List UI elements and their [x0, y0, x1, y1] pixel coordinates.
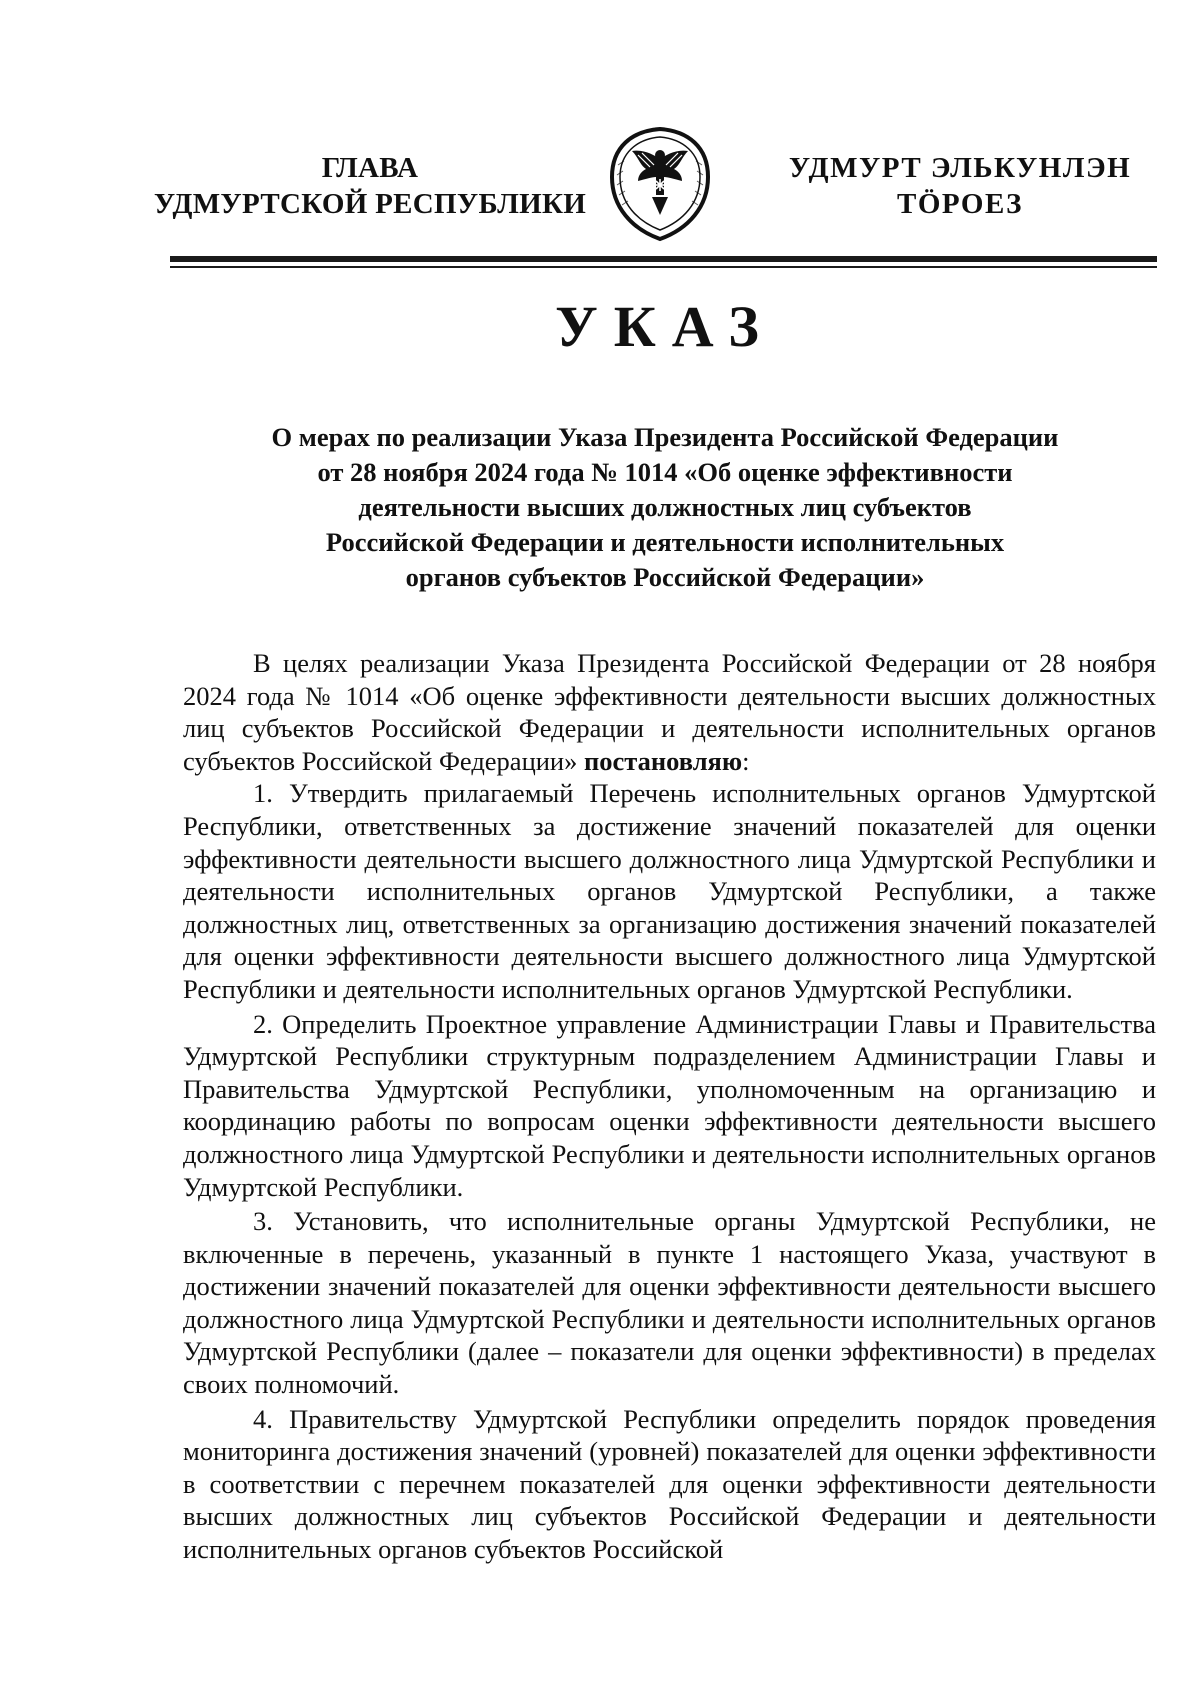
- item-paragraph-3: 3. Установить, что исполнительные органы Удмуртской Республики, не включенные в перечень, указанный в пункте 1 настоящего Указа, участвуют в достижении значений показателей для оценки эффективности деятельности высшего должностного лица Удмуртской Республики и деятельности исполнительных органов Удмуртской Республики (далее – показатели для оценки эффективности) в пределах своих полномочий.: [183, 1206, 1156, 1400]
- document-subject: [230, 420, 1100, 595]
- subject-line: деятельности высших должностных лиц субъектов: [358, 492, 972, 522]
- header-left-line2: УДМУРТСКОЙ РЕСПУБЛИКИ: [153, 188, 587, 220]
- document-title: УКАЗ: [555, 294, 775, 359]
- header-left: [150, 150, 590, 222]
- preamble-paragraph: [183, 647, 1156, 777]
- subject-line: от 28 ноября 2024 года № 1014 «Об оценке эффективности: [317, 457, 1013, 487]
- preamble-text: В целях реализации Указа Президента Российской Федерации от 28 ноября 2024 года № 1014 «Об оценке эффективности деятельности высших должностных лиц субъектов Российской Федерации и деятельности исполнительных органов субъектов Российской Федерации»: [183, 648, 1156, 776]
- item-paragraph-2: 2. Определить Проектное управление Администрации Главы и Правительства Удмуртской Республики структурным подразделением Администрации Главы и Правительства Удмуртской Республики, уполномоченным на организацию и координацию работы по вопросам оценки эффективности деятельности высшего должностного лица Удмуртской Республики и деятельности исполнительных органов Удмуртской Республики.: [183, 1008, 1156, 1202]
- subject-line: органов субъектов Российской Федерации»: [405, 562, 925, 592]
- header-left-line1: ГЛАВА: [321, 152, 419, 184]
- subject-line: Российской Федерации и деятельности исполнительных: [325, 527, 1005, 557]
- coat-of-arms-icon: [608, 125, 712, 243]
- item-paragraph-4: 4. Правительству Удмуртской Республики определить порядок проведения мониторинга достижения значений (уровней) показателей для оценки эффективности в соответствии с перечнем показателей для оценки эффективности деятельности высших должностных лиц субъектов Российской Федерации и деятельности исполнительных органов субъектов Российской: [183, 1403, 1156, 1565]
- header-right-line2: ТӦРОЕЗ: [896, 188, 1023, 220]
- preamble-decree-word: постановляю: [584, 745, 743, 776]
- preamble-colon: :: [742, 745, 750, 776]
- header-rule-thin: [170, 266, 1157, 268]
- item-paragraph-1: 1. Утвердить прилагаемый Перечень исполнительных органов Удмуртской Республики, ответственных за достижение значений показателей для оценки эффективности деятельности высшего должностного лица Удмуртской Республики и деятельности исполнительных органов Удмуртской Республики, а также должностных лиц, ответственных за организацию достижения значений показателей для оценки эффективности деятельности высшего должностного лица Удмуртской Республики и деятельности исполнительных органов Удмуртской Республики.: [183, 778, 1156, 1004]
- header-rule-thick: [170, 256, 1157, 262]
- header-right-line1: УДМУРТ ЭЛЬКУНЛЭН: [788, 152, 1132, 184]
- document-body: [183, 647, 1156, 1566]
- subject-line: О мерах по реализации Указа Президента Российской Федерации: [271, 422, 1059, 452]
- header-right: [775, 150, 1145, 222]
